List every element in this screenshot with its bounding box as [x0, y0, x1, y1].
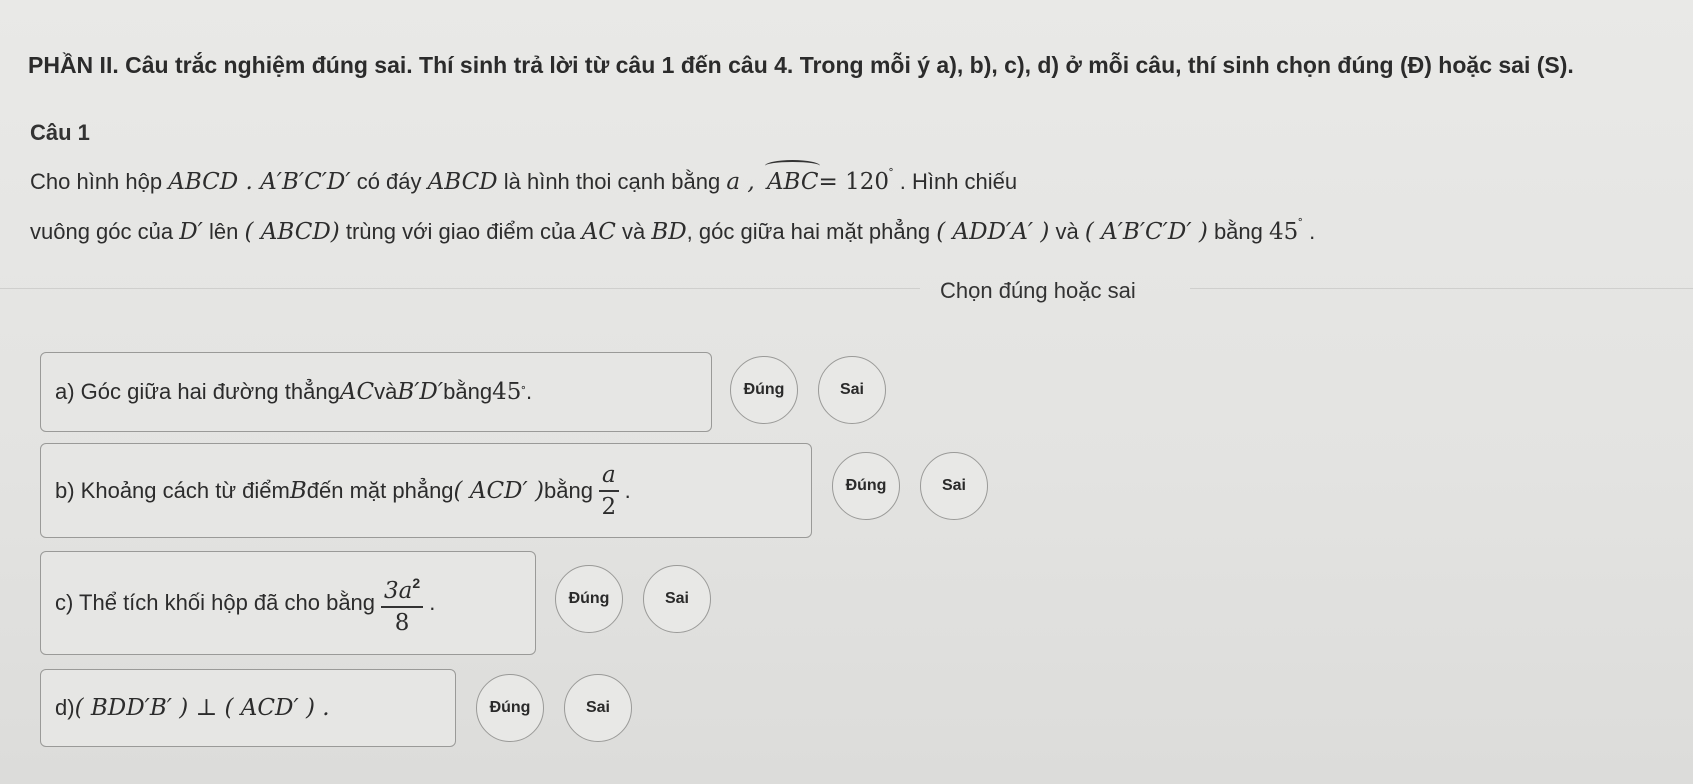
- statement-text: c) Thể tích khối hộp đã cho bằng: [55, 590, 376, 615]
- statement-text: và: [374, 379, 398, 404]
- stem-text: , góc giữa hai mặt phẳng: [686, 219, 937, 244]
- statement-math: B′D′: [397, 379, 444, 405]
- false-button-c[interactable]: Sai: [643, 565, 711, 633]
- fraction: [599, 460, 619, 522]
- false-button-b[interactable]: Sai: [920, 452, 988, 520]
- statement-d: [40, 669, 456, 747]
- stem-text: bằng: [1207, 219, 1269, 244]
- true-button-a[interactable]: Đúng: [730, 356, 798, 424]
- angle-abc: ABC: [766, 169, 819, 195]
- statement-text: a) Góc giữa hai đường thẳng: [55, 379, 340, 404]
- divider: [1190, 288, 1693, 289]
- statement-math: ( BDD′B′ ) ⊥ ( ACD′ ) .: [74, 695, 330, 721]
- false-button-d[interactable]: Sai: [564, 674, 632, 742]
- fraction-denominator: 2: [601, 493, 617, 520]
- statement-text: .: [526, 379, 533, 404]
- stem-text: và: [615, 219, 652, 244]
- stem-math: AC: [581, 219, 616, 245]
- stem-math: ( A′B′C′D′ ): [1084, 219, 1208, 245]
- statement-text: bằng: [544, 477, 593, 503]
- divider: [0, 288, 920, 289]
- stem-text: và: [1049, 219, 1085, 244]
- stem-math: ( ADD′A′ ): [936, 219, 1050, 245]
- stem-math: a ,: [726, 169, 755, 195]
- degree-sign: ˚: [1298, 216, 1303, 232]
- stem-math: BD: [651, 219, 687, 245]
- stem-text: . Hình chiếu: [893, 169, 1018, 194]
- statement-c: [40, 551, 536, 655]
- statement-text: bằng: [443, 379, 493, 404]
- statement-b: [40, 443, 812, 538]
- statement-a: [40, 352, 712, 432]
- fraction-denominator: 8: [394, 610, 410, 636]
- stem-text: vuông góc của: [30, 219, 180, 244]
- statement-math: 45: [492, 379, 522, 405]
- stem-text: trùng với giao điểm của: [339, 219, 582, 244]
- statement-text: .: [429, 590, 436, 615]
- fraction: [381, 568, 423, 638]
- degree-sign: ˚: [888, 166, 894, 182]
- choose-label: Chọn đúng hoặc sai: [940, 278, 1136, 303]
- true-button-d[interactable]: Đúng: [476, 674, 544, 742]
- stem-math: ( ABCD): [244, 219, 340, 245]
- question-label: Câu 1: [30, 120, 90, 145]
- degree-sign: ˚: [521, 384, 527, 400]
- statement-math: B: [289, 477, 307, 504]
- statement-math: AC: [339, 379, 375, 405]
- fraction-numerator: a: [599, 460, 619, 492]
- stem-math: ABCD . A′B′C′D′: [168, 169, 351, 195]
- exponent: 2: [412, 575, 421, 591]
- statement-text: đến mặt phẳng: [306, 477, 454, 503]
- stem-text: là hình thoi cạnh bằng: [497, 169, 727, 194]
- true-button-c[interactable]: Đúng: [555, 565, 623, 633]
- true-button-b[interactable]: Đúng: [832, 452, 900, 520]
- stem-math: = 120: [818, 169, 889, 195]
- stem-text: lên: [202, 219, 245, 244]
- statement-text: b) Khoảng cách từ điểm: [55, 477, 290, 503]
- stem-text: Cho hình hộp: [30, 169, 169, 194]
- stem-math: 45: [1269, 219, 1299, 245]
- stem-math: ABCD: [427, 169, 498, 195]
- statement-text: d): [55, 695, 75, 720]
- stem-math: D′: [179, 219, 203, 245]
- stem-text: có đáy: [350, 169, 428, 194]
- fraction-numerator: [381, 568, 423, 608]
- statement-math: ( ACD′ ): [453, 477, 544, 504]
- question-stem-line-2: [30, 216, 1315, 245]
- numerator-base: 3a: [384, 578, 413, 604]
- false-button-a[interactable]: Sai: [818, 356, 886, 424]
- section-title: PHẦN II. Câu trắc nghiệm đúng sai. Thí sinh trả lời từ câu 1 đến câu 4. Trong mỗi ý a), b), c), d) ở mỗi câu, thí sinh chọn đúng (Đ) hoặc sai (S).: [28, 52, 1574, 78]
- statement-text: .: [624, 477, 631, 503]
- question-stem-line-1: [30, 166, 1017, 195]
- stem-text: .: [1302, 219, 1316, 244]
